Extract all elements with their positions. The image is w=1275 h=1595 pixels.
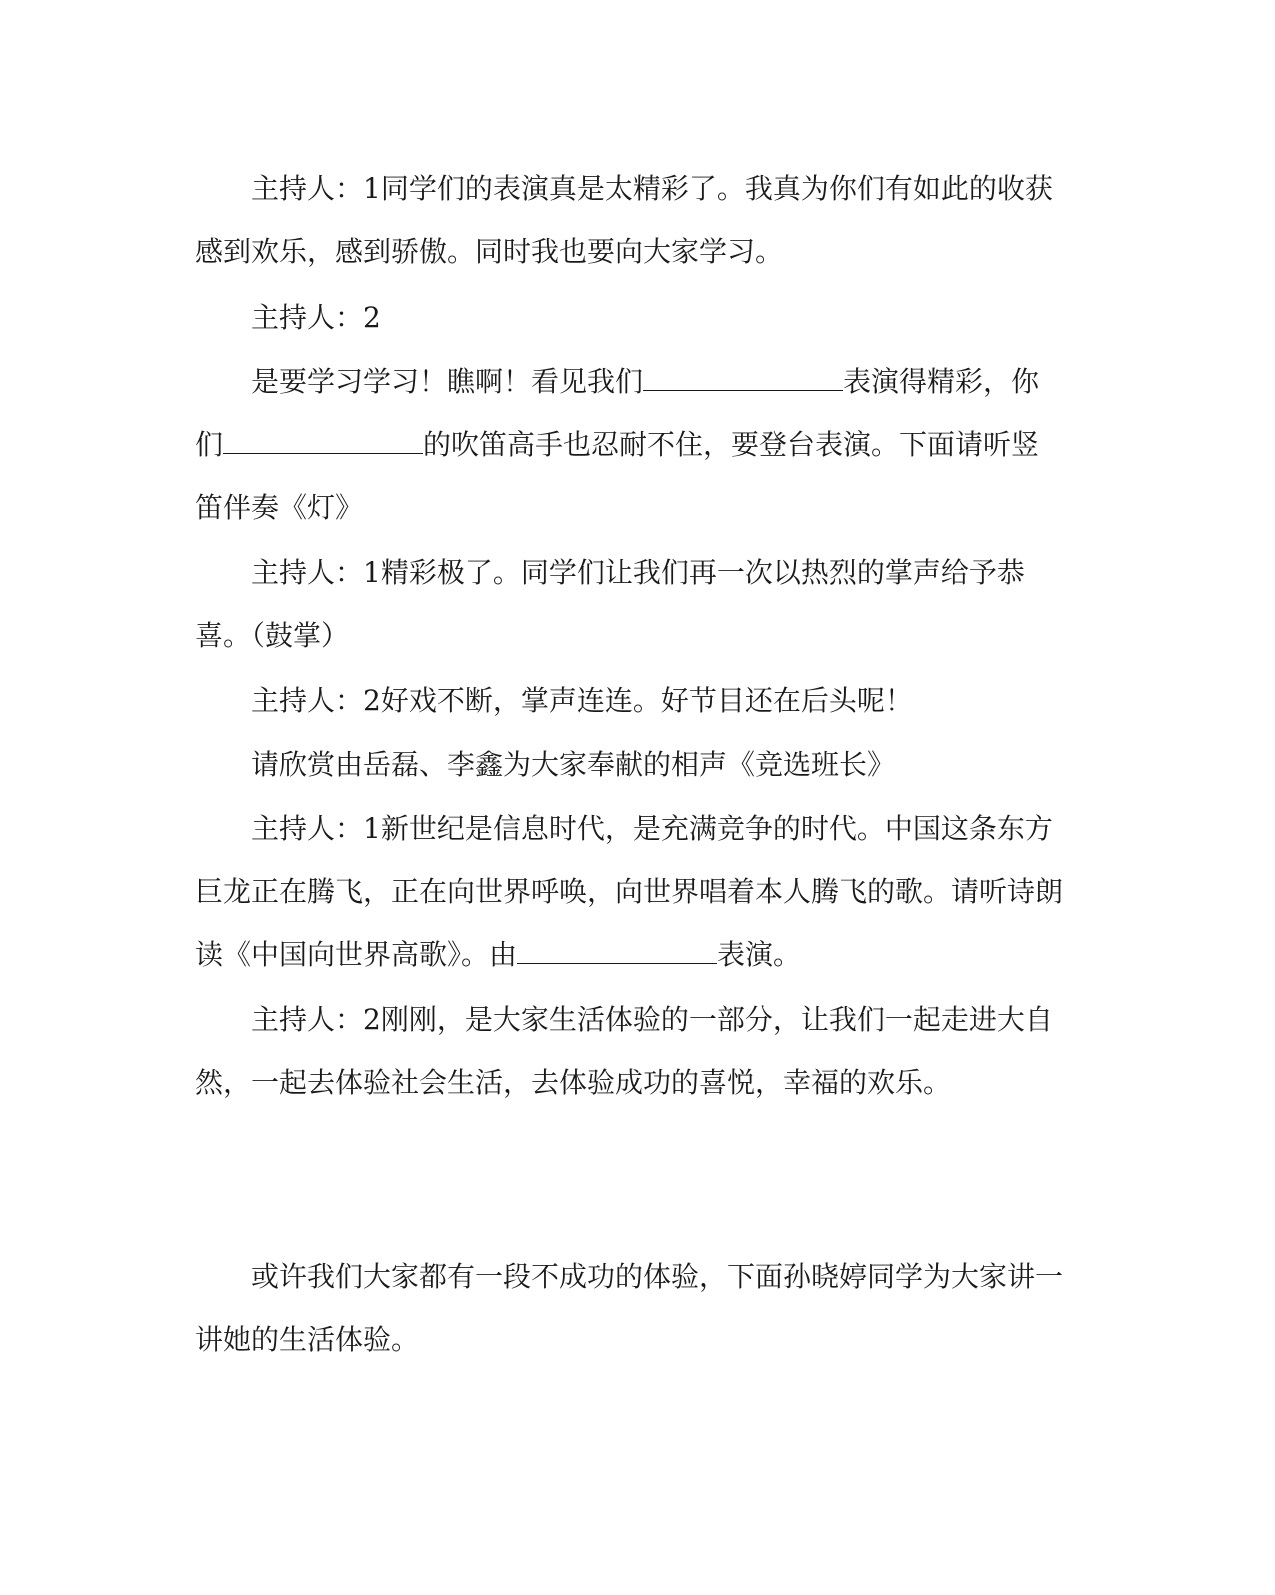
paragraph-flute-intro (195, 350, 1065, 539)
fill-in-blank (223, 427, 423, 454)
paragraph-experience (195, 1245, 1065, 1371)
fill-in-blank (517, 937, 717, 964)
paragraph-text: 或许我们大家都有一段不成功的体验，下面孙晓婷同学为大家讲一讲她的生活体验。 (195, 1260, 1064, 1356)
paragraph-poem-intro (195, 797, 1065, 986)
paragraph-text: 主持人：1精彩极了。同学们让我们再一次以热烈的掌声给予恭喜。（鼓掌） (195, 556, 1025, 652)
paragraph-crosstalk (195, 733, 1065, 796)
paragraph-host2-nature (195, 988, 1065, 1114)
paragraph-text: 主持人：2刚刚，是大家生活体验的一部分，让我们一起走进大自然，一起去体验社会生活，去体验成功的喜悦，幸福的欢乐。 (195, 1003, 1053, 1099)
fill-in-blank (643, 364, 843, 391)
paragraph-host1-praise (195, 157, 1065, 283)
paragraph-text-c: 的吹笛高手也忍耐不住，要登台表演。下面请听竖笛伴奏《灯》 (195, 428, 1040, 524)
paragraph-text-a: 是要学习学习！瞧啊！看见我们 (251, 365, 644, 398)
paragraph-host2-more (195, 669, 1065, 732)
paragraph-text-b: 表演得精彩，你们 (195, 365, 1040, 461)
paragraph-text: 主持人：2好戏不断，掌声连连。好节目还在后头呢！ (251, 684, 913, 717)
paragraph-text: 请欣赏由岳磊、李鑫为大家奉献的相声《竞选班长》 (251, 748, 896, 781)
paragraph-text-a: 主持人：1新世纪是信息时代，是充满竞争的时代。中国这条东方巨龙正在腾飞，正在向世界呼唤，向世界唱着本人腾飞的歌。请听诗朗读《中国向世界高歌》。由 (195, 812, 1064, 971)
paragraph-host1-applause (195, 541, 1065, 667)
paragraph-text-b: 表演。 (717, 938, 802, 971)
paragraph-text: 主持人：2 (251, 301, 381, 334)
paragraph-host2-label (195, 286, 1065, 349)
paragraph-text: 主持人：1同学们的表演真是太精彩了。我真为你们有如此的收获感到欢乐，感到骄傲。同时我也要向大家学习。 (195, 172, 1053, 268)
